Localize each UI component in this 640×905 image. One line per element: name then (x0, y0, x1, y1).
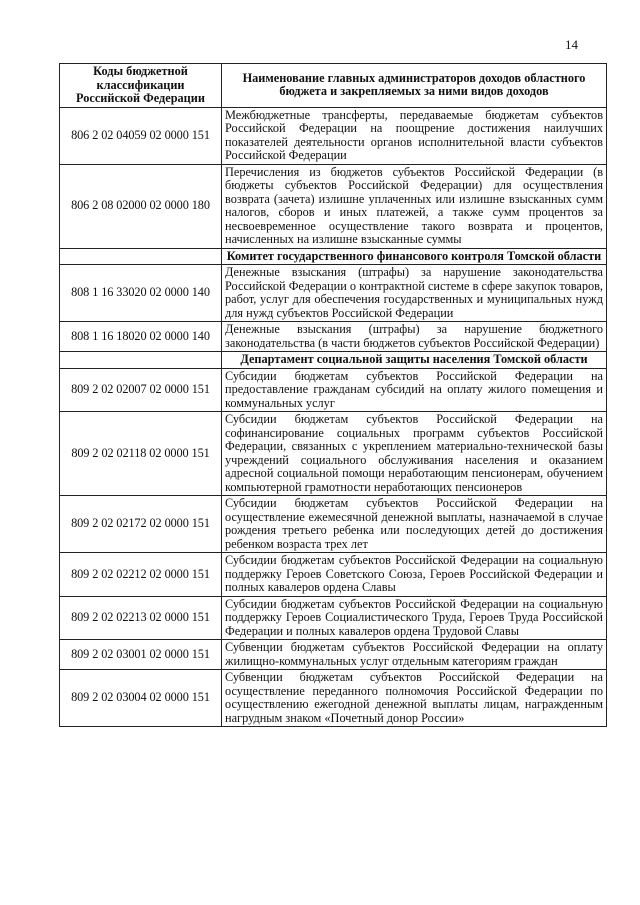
revenue-name-cell: Субсидии бюджетам субъектов Российской Федерации на осуществление ежемесячной денежной выплаты, назначаемой в случае рождения третьего ребенка или последующих детей до достижения ребенком возраста трех лет (222, 496, 607, 553)
table-row (60, 596, 607, 640)
section-row (60, 352, 607, 369)
empty-code-cell (60, 248, 222, 265)
table-header-row (60, 64, 607, 108)
page-number: 14 (565, 37, 578, 52)
revenue-name-cell: Субсидии бюджетам субъектов Российской Федерации на социальную поддержку Героев Советского Союза, Героев Российской Федерации и полных кавалеров ордена Славы (222, 553, 607, 597)
revenue-administrators-table (59, 63, 607, 727)
table-row (60, 640, 607, 670)
budget-code-cell: 808 1 16 18020 02 0000 140 (60, 322, 222, 352)
budget-code-cell: 809 2 02 02213 02 0000 151 (60, 596, 222, 640)
budget-code-cell: 809 2 02 02212 02 0000 151 (60, 553, 222, 597)
budget-code-cell: 808 1 16 33020 02 0000 140 (60, 265, 222, 322)
table-row (60, 368, 607, 412)
revenue-name-cell: Межбюджетные трансферты, передаваемые бюджетам субъектов Российской Федерации на поощрение достижения наилучших показателей деятельности органов исполнительной власти субъектов Российской Федерации (222, 107, 607, 164)
section-heading-state-financial-control: Комитет государственного финансового контроля Томской области (222, 248, 607, 265)
header-budget-codes: Коды бюджетной классификации Российской Федерации (60, 64, 222, 108)
revenue-name-cell: Субсидии бюджетам субъектов Российской Федерации на предоставление гражданам субсидий на оплату жилого помещения и коммунальных услуг (222, 368, 607, 412)
budget-code-cell: 806 2 02 04059 02 0000 151 (60, 107, 222, 164)
revenue-name-cell: Субвенции бюджетам субъектов Российской Федерации на осуществление переданного полномочия Российской Федерации по осуществлению ежегодной денежной выплаты лицам, награжденным нагрудным знаком «Почетный донор России» (222, 670, 607, 727)
table-row (60, 107, 607, 164)
revenue-name-cell: Денежные взыскания (штрафы) за нарушение бюджетного законодательства (в части бюджетов субъектов Российской Федерации) (222, 322, 607, 352)
table-row (60, 496, 607, 553)
revenue-name-cell: Субсидии бюджетам субъектов Российской Федерации на социальную поддержку Героев Социалистического Труда, Героев Труда Российской Федерации и полных кавалеров ордена Трудовой Славы (222, 596, 607, 640)
budget-code-cell: 809 2 02 03004 02 0000 151 (60, 670, 222, 727)
table-row (60, 164, 607, 248)
header-administrator-names: Наименование главных администраторов доходов областного бюджета и закрепляемых за ними видов доходов (222, 64, 607, 108)
budget-code-cell: 809 2 02 02118 02 0000 151 (60, 412, 222, 496)
section-heading-social-protection: Департамент социальной защиты населения Томской области (222, 352, 607, 369)
revenue-name-cell: Денежные взыскания (штрафы) за нарушение законодательства Российской Федерации о контрактной системе в сфере закупок товаров, работ, услуг для обеспечения государственных и муниципальных нужд для нужд субъектов Российской Федерации (222, 265, 607, 322)
table-row (60, 553, 607, 597)
table-row (60, 670, 607, 727)
revenue-name-cell: Субвенции бюджетам субъектов Российской Федерации на оплату жилищно-коммунальных услуг отдельным категориям граждан (222, 640, 607, 670)
budget-code-cell: 809 2 02 02007 02 0000 151 (60, 368, 222, 412)
budget-code-cell: 806 2 08 02000 02 0000 180 (60, 164, 222, 248)
empty-code-cell (60, 352, 222, 369)
section-row (60, 248, 607, 265)
table-row (60, 265, 607, 322)
budget-code-cell: 809 2 02 02172 02 0000 151 (60, 496, 222, 553)
table-row (60, 412, 607, 496)
revenue-name-cell: Перечисления из бюджетов субъектов Российской Федерации (в бюджеты субъектов Российской Федерации) для осуществления возврата (зачета) излишне уплаченных или излишне взысканных сумм налогов, сборов и иных платежей, а также сумм процентов за несвоевременное осуществление такого возврата и процентов, начисленных на излишне взысканные суммы (222, 164, 607, 248)
table-row (60, 322, 607, 352)
revenue-name-cell: Субсидии бюджетам субъектов Российской Федерации на софинансирование социальных программ субъектов Российской Федерации, связанных с укреплением материально-технической базы учреждений социального обслуживания населения и оказанием адресной социальной помощи неработающим пенсионерам, обучением компьютерной грамотности неработающих пенсионеров (222, 412, 607, 496)
budget-code-cell: 809 2 02 03001 02 0000 151 (60, 640, 222, 670)
